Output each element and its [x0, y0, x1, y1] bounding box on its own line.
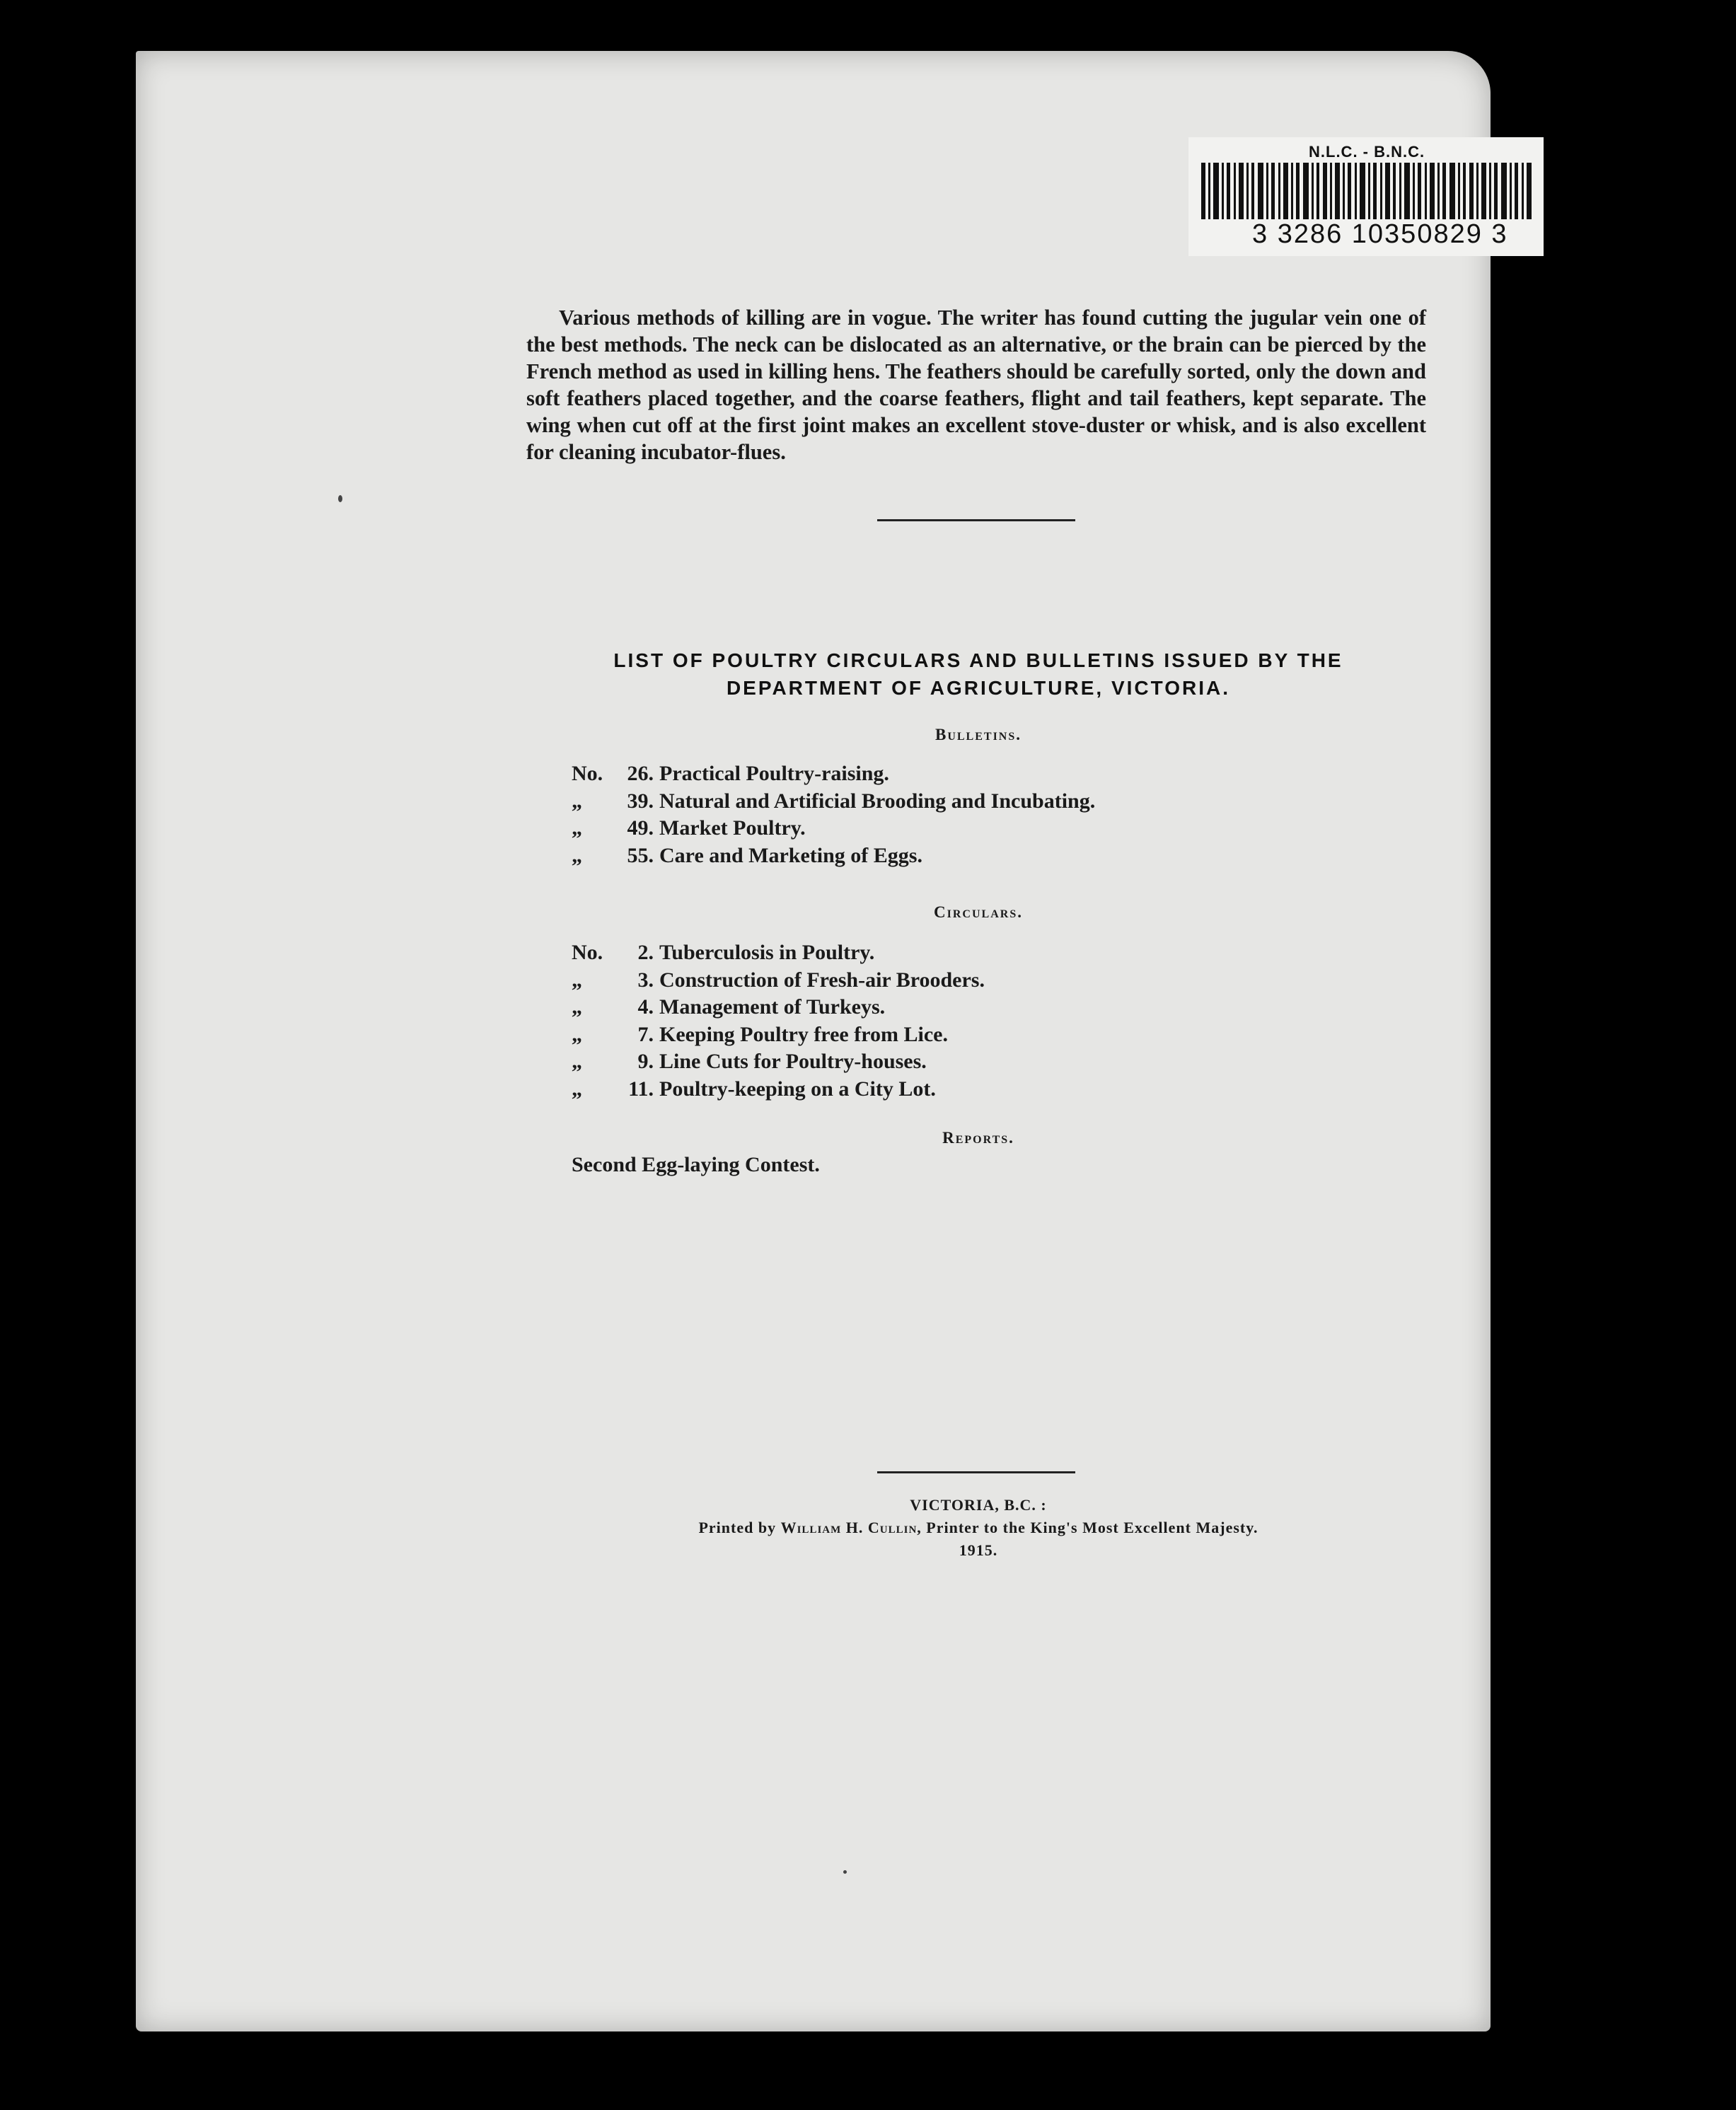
report-item: Second Egg-laying Contest.	[572, 1153, 820, 1176]
list-item: No. 26. Practical Poultry-raising.	[572, 762, 889, 785]
list-item: „ 3. Construction of Fresh-air Brooders.	[572, 968, 985, 992]
list-heading	[532, 647, 1425, 702]
bulletins-list	[572, 760, 1095, 869]
barcode-number: 3 3286 10350829 3	[1252, 219, 1508, 249]
intro-paragraph: Various methods of killing are in vogue. The writer has found cutting the jugular vein one of the best methods. The neck can be dislocated as an alternative, or the brain can be pierced by the French method as used in killing hens. The feathers should be carefully sorted, only the down and soft feathers placed together, and the coarse feathers, flight and tail feathers, kept separate. The wing when cut off at the first joint makes an excellent stove-duster or whisk, and is also excellent for cleaning incubator-flues.	[526, 306, 1426, 464]
imprint-printer-line: Printed by William H. Cullin, Printer to the King's Most Excellent Majesty.	[698, 1519, 1258, 1536]
ink-speck	[843, 1870, 847, 1874]
barcode-icon	[1201, 163, 1534, 219]
ink-speck	[338, 495, 342, 502]
list-item: „ 55. Care and Marketing of Eggs.	[572, 843, 922, 867]
divider-rule-bottom	[877, 1471, 1075, 1473]
list-item: „ 49. Market Poultry.	[572, 816, 806, 840]
library-mark: N.L.C. - B.N.C.	[1309, 143, 1425, 161]
imprint-year: 1915.	[959, 1541, 998, 1559]
list-heading-line-2: DEPARTMENT OF AGRICULTURE, VICTORIA.	[726, 677, 1231, 699]
circulars-list	[572, 939, 985, 1103]
imprint-place: VICTORIA, B.C. :	[910, 1496, 1047, 1514]
bulletins-title: Bulletins.	[934, 726, 1022, 743]
circulars-title: Circulars.	[934, 903, 1023, 921]
list-item: „ 39. Natural and Artificial Brooding and Incubating.	[572, 789, 1096, 813]
document-page	[136, 51, 1508, 2031]
list-item: „ 4. Management of Turkeys.	[572, 995, 886, 1019]
list-heading-line-1: LIST OF POULTRY CIRCULARS AND BULLETINS ISSUED BY THE	[613, 649, 1343, 671]
list-item: „ 7. Keeping Poultry free from Lice.	[572, 1022, 948, 1046]
list-item: „ 9. Line Cuts for Poultry-houses.	[572, 1050, 927, 1073]
list-item: No. 2. Tuberculosis in Poultry.	[572, 941, 875, 964]
reports-title: Reports.	[942, 1129, 1014, 1147]
library-barcode-label	[1188, 137, 1544, 256]
divider-rule-top	[877, 519, 1075, 521]
list-item: „ 11. Poultry-keeping on a City Lot.	[572, 1077, 936, 1101]
